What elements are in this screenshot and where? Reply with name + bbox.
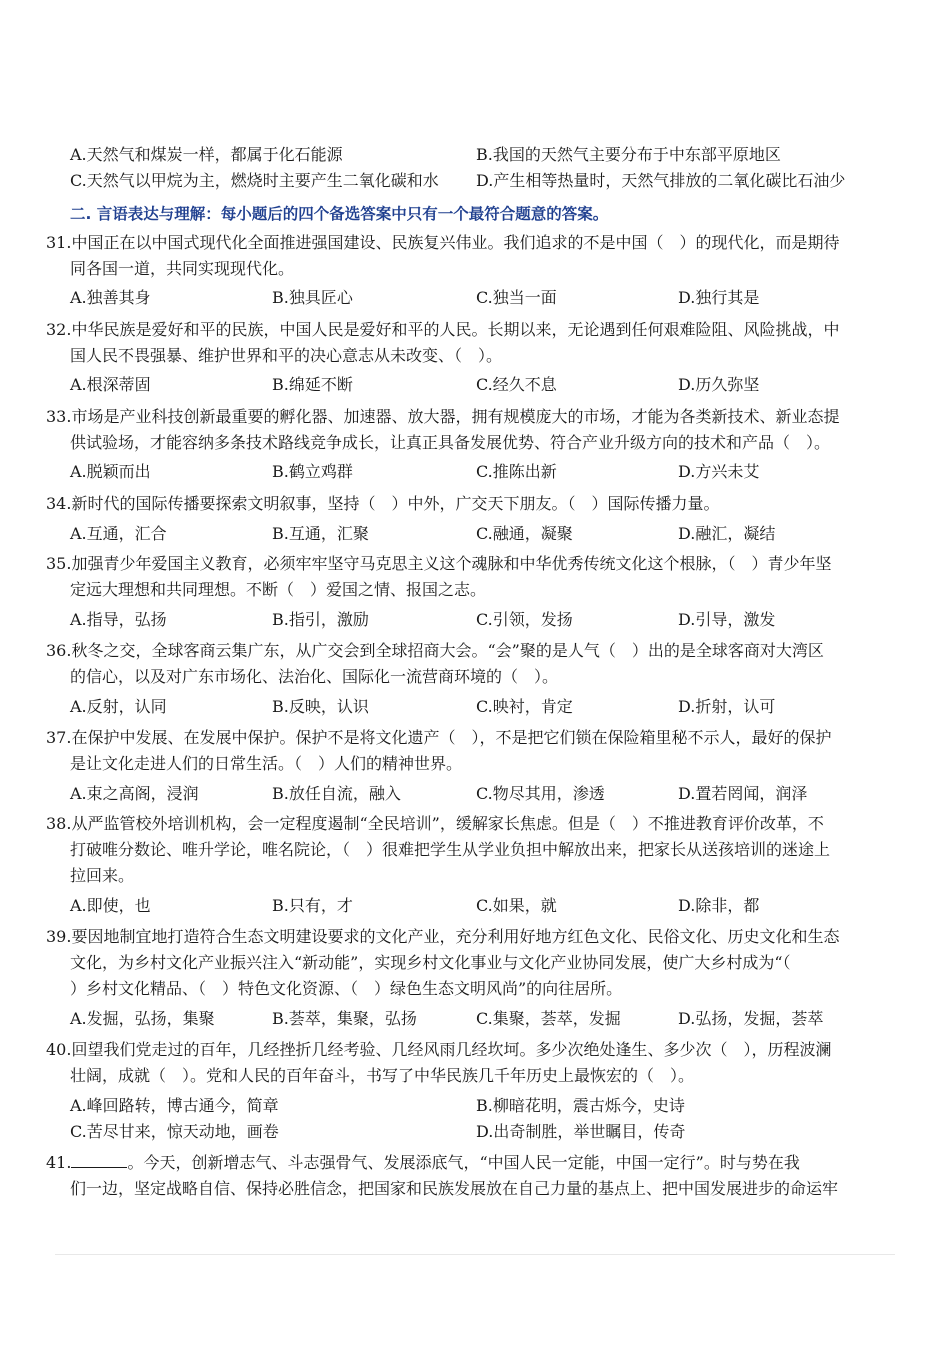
- question-number: 31.: [46, 233, 72, 252]
- q40-option-b[interactable]: B.柳暗花明，震古烁今，史诗: [476, 1096, 685, 1115]
- question-number: 38.: [46, 814, 72, 833]
- q37-option-b[interactable]: B.放任自流，融入: [272, 784, 401, 803]
- question-31-line-2: 同各国一道，共同实现现代化。: [70, 259, 295, 278]
- question-41-line-1: 41. 。今天，创新增志气、斗志强骨气、发展添底气，“中国人民一定能，中国一定行”。时与势在我: [46, 1150, 800, 1176]
- question-35-line-1: 35.加强青少年爱国主义教育，必须牢牢坚守马克思主义这个魂脉和中华优秀传统文化这个根脉，（ ）青少年坚: [46, 551, 831, 577]
- q30-option-b[interactable]: B.我国的天然气主要分布于中东部平原地区: [476, 145, 781, 164]
- question-40-line-2: 壮阔，成就（ ）。党和人民的百年奋斗，书写了中华民族几千年历史上最恢宏的（ ）。: [70, 1066, 695, 1085]
- q34-option-b[interactable]: B.互通，汇聚: [272, 524, 369, 543]
- q30-option-a[interactable]: A.天然气和煤炭一样，都属于化石能源: [70, 145, 343, 164]
- q32-option-b[interactable]: B.绵延不断: [272, 375, 353, 394]
- question-39-line-1: 39.要因地制宜地打造符合生态文明建设要求的文化产业，充分利用好地方红色文化、民俗文化、历史文化和生态: [46, 924, 839, 950]
- q32-option-a[interactable]: A.根深蒂固: [70, 375, 151, 394]
- q37-option-a[interactable]: A.束之高阁，浸润: [70, 784, 199, 803]
- question-37-line-2: 是让文化走进人们的日常生活。（ ）人们的精神世界。: [70, 754, 463, 773]
- question-number: 34.: [46, 494, 72, 513]
- q31-option-d[interactable]: D.独行其是: [678, 288, 760, 307]
- question-number: 39.: [46, 927, 72, 946]
- question-39-line-3: ）乡村文化精品、（ ）特色文化资源、（ ）绿色生态文明风尚”的向往居所。: [70, 979, 623, 998]
- question-38-line-3: 拉回来。: [70, 866, 135, 885]
- page-bottom-divider: [55, 1254, 895, 1255]
- q36-option-a[interactable]: A.反射，认同: [70, 697, 167, 716]
- q38-option-a[interactable]: A.即使，也: [70, 896, 151, 915]
- q36-option-d[interactable]: D.折射，认可: [678, 697, 776, 716]
- q33-option-c[interactable]: C.推陈出新: [476, 462, 557, 481]
- q33-option-a[interactable]: A.脱颖而出: [70, 462, 151, 481]
- q33-option-d[interactable]: D.方兴未艾: [678, 462, 760, 481]
- q40-option-c[interactable]: C.苦尽甘来，惊天动地，画卷: [70, 1122, 279, 1141]
- q37-option-d[interactable]: D.置若罔闻，润泽: [678, 784, 808, 803]
- question-31-line-1: 31.中国正在以中国式现代化全面推进强国建设、民族复兴伟业。我们追求的不是中国（ ）的现代化，而是期待: [46, 230, 839, 256]
- question-39-line-2: 文化，为乡村文化产业振兴注入“新动能”，实现乡村文化事业与文化产业协同发展，使广大乡村成为“（: [70, 953, 791, 972]
- q32-option-d[interactable]: D.历久弥坚: [678, 375, 760, 394]
- question-number: 37.: [46, 728, 72, 747]
- q36-option-c[interactable]: C.映衬，肯定: [476, 697, 573, 716]
- question-37-line-1: 37.在保护中发展、在发展中保护。保护不是将文化遗产（ ），不是把它们锁在保险箱里秘不示人，最好的保护: [46, 725, 831, 751]
- q40-option-a[interactable]: A.峰回路转，博古通今，简章: [70, 1096, 279, 1115]
- q38-option-c[interactable]: C.如果，就: [476, 896, 557, 915]
- question-36-line-1: 36.秋冬之交，全球客商云集广东，从广交会到全球招商大会。“会”聚的是人气（ ）出的是全球客商对大湾区: [46, 638, 824, 664]
- question-32-line-2: 国人民不畏强暴、维护世界和平的决心意志从未改变、（ ）。: [70, 346, 503, 365]
- question-number: 41.: [46, 1153, 72, 1172]
- q31-option-a[interactable]: A.独善其身: [70, 288, 151, 307]
- q40-option-d[interactable]: D.出奇制胜，举世瞩目，传奇: [476, 1122, 686, 1141]
- question-number: 36.: [46, 641, 72, 660]
- q39-option-a[interactable]: A.发掘，弘扬，集聚: [70, 1009, 215, 1028]
- question-33-line-1: 33.市场是产业科技创新最重要的孵化器、加速器、放大器，拥有规模庞大的市场，才能为各类新技术、新业态提: [46, 404, 839, 430]
- q33-option-b[interactable]: B.鹤立鸡群: [272, 462, 353, 481]
- question-number: 40.: [46, 1040, 72, 1059]
- question-38-line-2: 打破唯分数论、唯升学论，唯名院论，（ ）很难把学生从学业负担中解放出来，把家长从送孩培训的迷途上: [70, 840, 831, 859]
- question-38-line-1: 38.从严监管校外培训机构，会一定程度遏制“全民培训”，缓解家长焦虑。但是（ ）不推进教育评价改革，不: [46, 811, 824, 837]
- q37-option-c[interactable]: C.物尽其用，渗透: [476, 784, 605, 803]
- section-title: 二. 言语表达与理解：每小题后的四个备选答案中只有一个最符合题意的答案。: [70, 205, 609, 223]
- q34-option-c[interactable]: C.融通，凝聚: [476, 524, 573, 543]
- question-33-line-2: 供试验场，才能容纳多条技术路线竞争成长，让真正具备发展优势、符合产业升级方向的技术和产品（ ）。: [70, 433, 831, 452]
- q35-option-c[interactable]: C.引领，发扬: [476, 610, 573, 629]
- q35-option-a[interactable]: A.指导，弘扬: [70, 610, 167, 629]
- q38-option-d[interactable]: D.除非，都: [678, 896, 760, 915]
- q34-option-d[interactable]: D.融汇，凝结: [678, 524, 776, 543]
- q36-option-b[interactable]: B.反映，认识: [272, 697, 369, 716]
- q39-option-d[interactable]: D.弘扬，发掘，荟萃: [678, 1009, 824, 1028]
- question-36-line-2: 的信心，以及对广东市场化、法治化、国际化一流营商环境的（ ）。: [70, 667, 559, 686]
- question-41-line-2: 们一边，坚定战略自信、保持必胜信念，把国家和民族发展放在自己力量的基点上、把中国发展进步的命运牢: [70, 1179, 839, 1198]
- q35-option-b[interactable]: B.指引，激励: [272, 610, 369, 629]
- question-number: 32.: [46, 320, 72, 339]
- q32-option-c[interactable]: C.经久不息: [476, 375, 557, 394]
- question-number: 33.: [46, 407, 72, 426]
- question-35-line-2: 定远大理想和共同理想。不断（ ）爱国之情、报国之志。: [70, 580, 487, 599]
- q39-option-b[interactable]: B.荟萃，集聚，弘扬: [272, 1009, 417, 1028]
- q30-option-d[interactable]: D.产生相等热量时，天然气排放的二氧化碳比石油少: [476, 171, 846, 190]
- answer-blank[interactable]: [71, 1151, 127, 1168]
- question-40-line-1: 40.回望我们党走过的百年，几经挫折几经考验、几经风雨几经坎坷。多少次绝处逢生、多少次（ ），历程波澜: [46, 1037, 831, 1063]
- q31-option-c[interactable]: C.独当一面: [476, 288, 557, 307]
- q39-option-c[interactable]: C.集聚，荟萃，发掘: [476, 1009, 621, 1028]
- question-34-line-1: 34.新时代的国际传播要探索文明叙事，坚持（ ）中外，广交天下朋友。（ ）国际传播力量。: [46, 491, 719, 517]
- q35-option-d[interactable]: D.引导，激发: [678, 610, 776, 629]
- question-32-line-1: 32.中华民族是爱好和平的民族，中国人民是爱好和平的人民。长期以来，无论遇到任何艰难险阻、风险挑战，中: [46, 317, 839, 343]
- q38-option-b[interactable]: B.只有，才: [272, 896, 353, 915]
- q31-option-b[interactable]: B.独具匠心: [272, 288, 353, 307]
- q34-option-a[interactable]: A.互通，汇合: [70, 524, 167, 543]
- q30-option-c[interactable]: C.天然气以甲烷为主，燃烧时主要产生二氧化碳和水: [70, 171, 439, 190]
- question-number: 35.: [46, 554, 72, 573]
